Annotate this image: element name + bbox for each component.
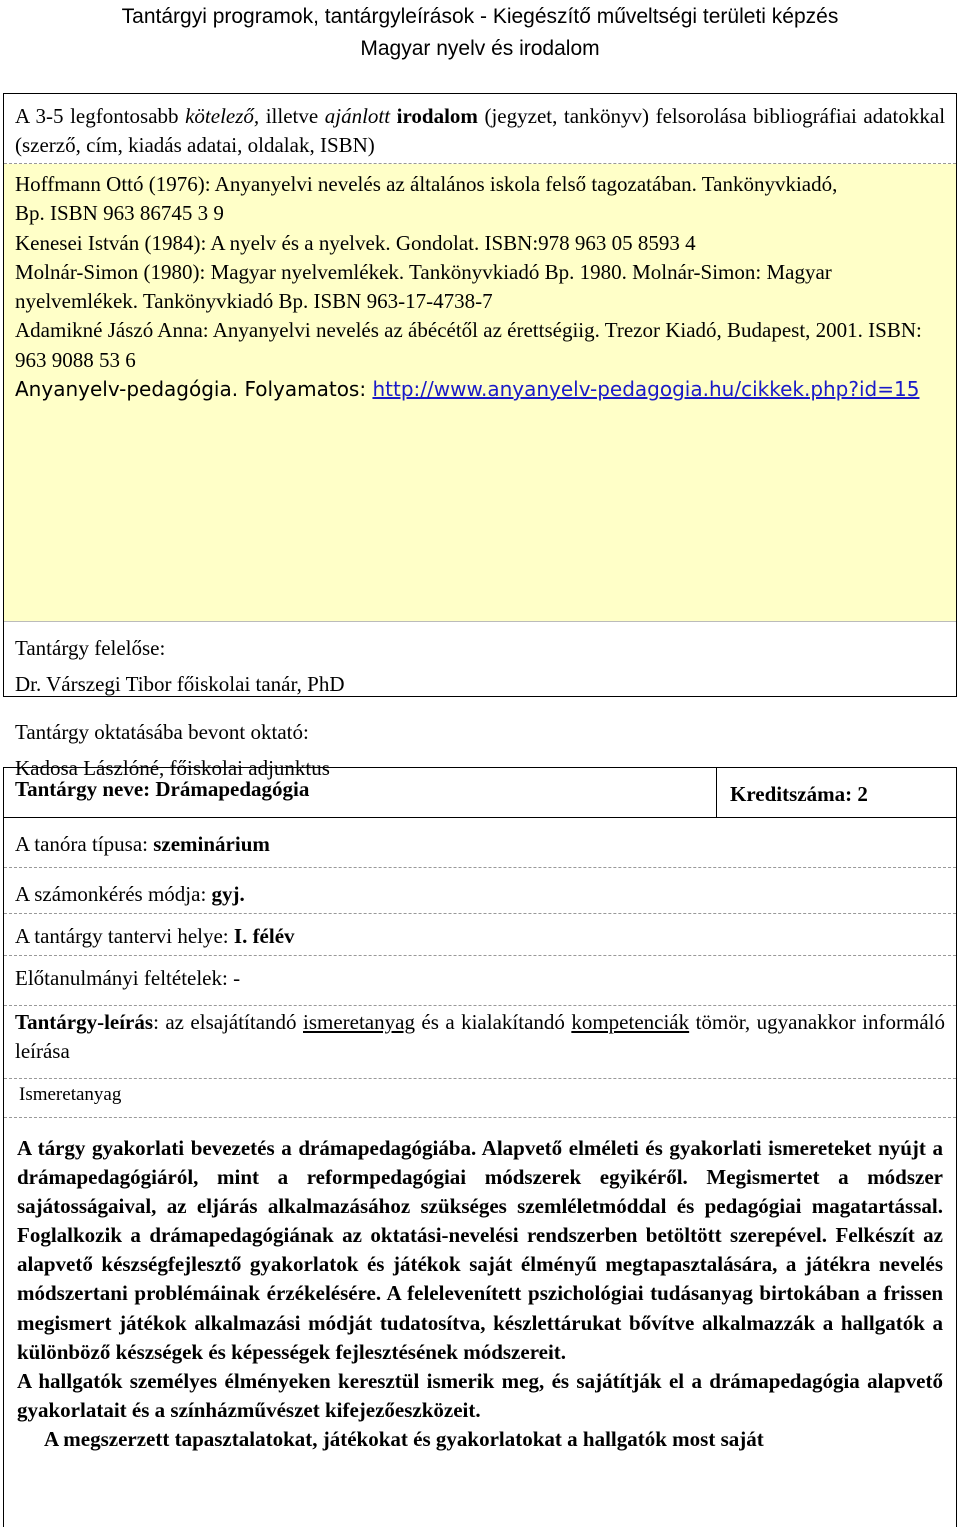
bibliography-item: Molnár-Simon (1980): Magyar nyelvemlékek. Tankönyvkiadó Bp. 1980. Molnár-Simon: Magyar nyelvemlékek. Tankönyvkiadó Bp. ISBN 963-17-4738-7 (15, 259, 832, 314)
literature-heading-recommended: ajánlott (324, 104, 391, 128)
exam-row (4, 868, 956, 914)
lesson-type (15, 832, 270, 857)
bibliography-item: Bp. ISBN 963 86745 3 9 (15, 201, 224, 226)
literature-heading-end: (jegyzet, tankönyv) felsorolása bibliográfiai adatokkal (szerző, cím, kiadás adatai, oldalak, ISBN) (15, 104, 946, 157)
exam-method-label: A számonkérés módja: (15, 882, 212, 906)
responsible-name: Dr. Várszegi Tibor főiskolai tanár, PhD (15, 672, 345, 696)
literature-heading (4, 94, 956, 164)
bibliography-online-item (15, 375, 945, 404)
course-box (3, 767, 957, 1527)
curriculum-place-value: I. félév (233, 924, 295, 948)
bibliography-item: Adamikné Jászó Anna: Anyanyelvi nevelés az ábécétől az érettségiig. Trezor Kiadó, Budapest, 2001. ISBN: 963 9088 53 6 (15, 318, 922, 372)
online-resource-link[interactable]: http://www.anyanyelv-pedagogia.hu/cikkek.php?id=15 (372, 377, 920, 402)
exam-method-value: gyj. (211, 882, 245, 906)
description-label: Tantárgy-leírás (15, 1010, 154, 1034)
instructor-label: Tantárgy oktatásába bevont oktató: (15, 720, 309, 744)
content-paragraph: A tárgy gyakorlati bevezetés a drámapedagógiába. Alapvető elméleti és gyakorlati ismereteket nyújt a drámapedagógiáról, mint a reformpedagógiai módszerek egyikéről. Megismertet a módszer sajátosságaival, az eljárás alkalmazásához szükséges szemléletmóddal és pedagógiai magatartással. Foglalkozik a drámapedagógiának az oktatási-nevelési rendszerben betöltött szerepével. Felkészít az alapvető készségfejlesztő gyakorlatok és játékok saját élményű megtapasztalására, a játékra nevelés módszertani problémáinak érzékelésére. A felelevenített pszichológiai tudásanyag birtokában a frissen megismert játékok alkalmazási módját tudatosítva, készlettárukat bővítve alkalmazzák a hallgatók a különböző készségek és képességek fejlesztésének módszereit. (17, 1136, 943, 1364)
curriculum-place (15, 924, 295, 949)
course-name-row (4, 768, 956, 818)
course-description-heading (4, 1008, 956, 1066)
description-competences: kompetenciák (571, 1010, 690, 1034)
bibliography-list (4, 164, 956, 622)
description-text: tömör, ugyanakkor informáló leírása (15, 1010, 945, 1063)
literature-box (3, 93, 957, 780)
exam-method (15, 882, 245, 907)
online-resource-label: Anyanyelv-pedagógia. Folyamatos: (15, 377, 373, 402)
prerequisites: Előtanulmányi feltételek: - (15, 966, 241, 990)
instructor-name: Kadosa Lászlóné, főiskolai adjunktus (15, 756, 330, 780)
lesson-type-value: szeminárium (153, 832, 270, 856)
content-paragraph: A hallgatók személyes élményeken keresztül ismerik meg, és sajátítják el a drámapedagógia alapvető gyakorlatait és a színházművészet kifejezőeszközeit. (17, 1368, 943, 1422)
credits-value: Kreditszáma: 2 (730, 782, 868, 806)
knowledge-section-label: Ismeretanyag (4, 1078, 956, 1118)
course-content (4, 1134, 956, 1454)
credits-cell (716, 768, 956, 818)
description-knowledge: ismeretanyag (303, 1010, 415, 1034)
description-text: : az elsajátítandó (153, 1010, 303, 1034)
content-paragraph: A megszerzett tapasztalatokat, játékokat és gyakorlatokat a hallgatók most saját (44, 1426, 764, 1451)
lesson-type-label: A tanóra típusa: (15, 832, 154, 856)
curriculum-place-label: A tantárgy tantervi helye: (15, 924, 234, 948)
literature-heading-mandatory: kötelező, (185, 104, 260, 128)
literature-heading-literature: irodalom (396, 104, 478, 128)
description-text: és a kialakítandó (414, 1010, 572, 1034)
literature-heading-start: A 3-5 legfontosabb (15, 104, 179, 128)
lesson-type-row (4, 818, 956, 868)
course-name: Tantárgy neve: Drámapedagógia (15, 777, 310, 801)
bibliography-item: Hoffmann Ottó (1976): Anyanyelvi nevelés az általános iskola felső tagozatában. Tankönyvkiadó, (15, 172, 838, 196)
document-header-subtitle: Magyar nyelv és irodalom (360, 37, 600, 60)
prerequisite-row (4, 956, 956, 1006)
responsible-label: Tantárgy felelőse: (15, 636, 166, 660)
literature-heading-or: illetve (265, 104, 319, 128)
curriculum-place-row (4, 914, 956, 956)
document-header-title: Tantárgyi programok, tantárgyleírások - Kiegészítő műveltségi területi képzés (121, 5, 839, 28)
bibliography-item: Kenesei István (1984): A nyelv és a nyelvek. Gondolat. ISBN:978 963 05 8593 4 (15, 230, 696, 255)
